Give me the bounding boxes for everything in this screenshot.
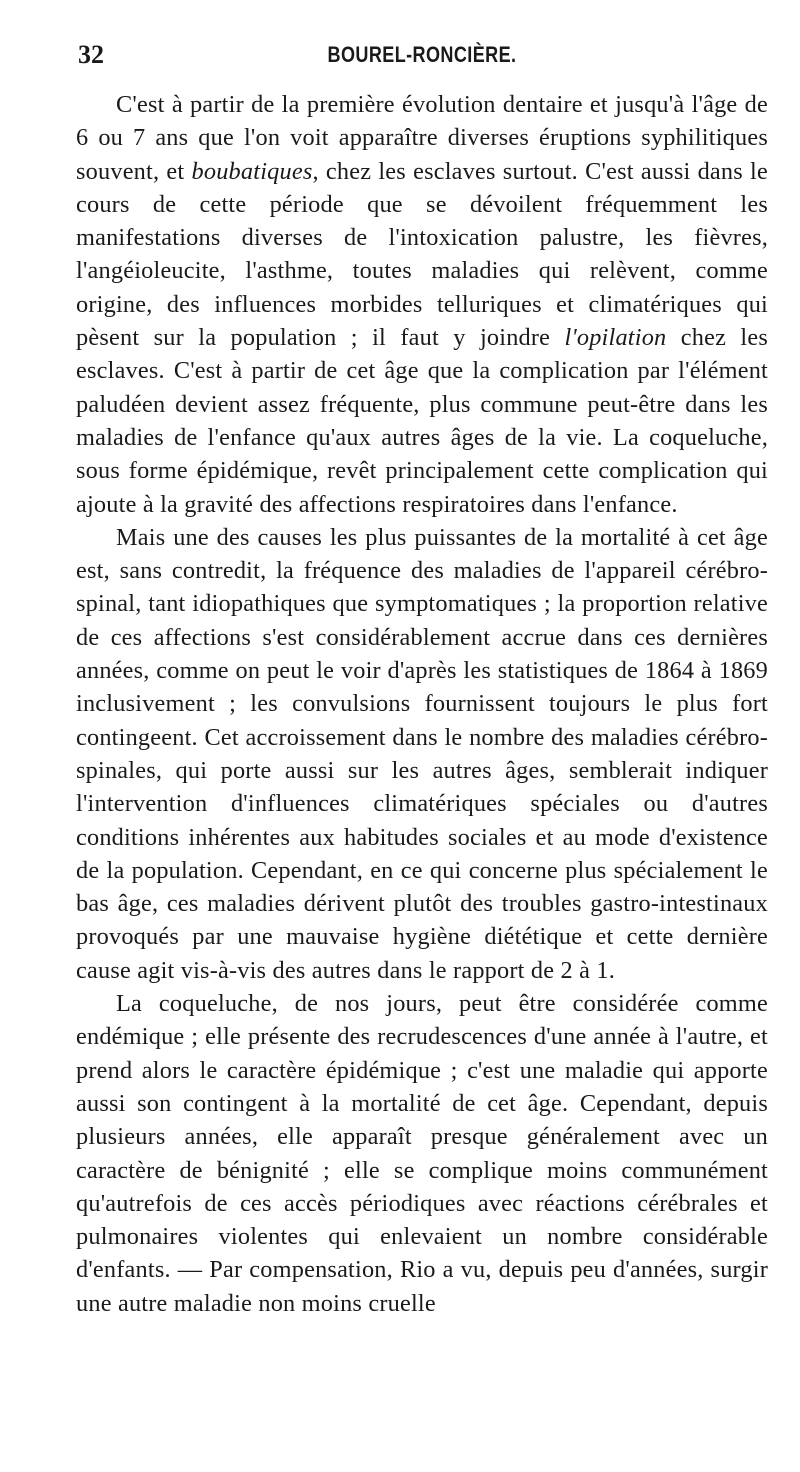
running-title: BOUREL-RONCIÈRE. xyxy=(327,42,517,67)
paragraph-3 xyxy=(76,987,768,1320)
page-header xyxy=(76,40,768,76)
text-run: chez les esclaves. C'est à partir de cet âge que la complication par l'élément paludéen devient assez fréquente, plus commune peut-être dans les maladies de l'enfance qu'aux autres âges de la vie. La coqueluche, sous forme épidémique, revêt principalement cette complication qui ajoute à la gravité des affections respiratoires dans l'enfance. xyxy=(76,324,768,518)
page-number: 32 xyxy=(78,40,104,69)
text-run: C'est à partir de la première évolution dentaire et jusqu'à l'âge de 6 ou 7 ans que l'on voit apparaître diverses éruptions syphilitiques souvent, et xyxy=(76,91,768,185)
text-run: , chez les esclaves surtout. C'est aussi dans le cours de cette période que se dévoilent fréquemment les manifestations diverses de l'intoxication palustre, les fièvres, l'angéioleucite, l'asthme, toutes maladies qui relèvent, comme origine, des influences morbides telluriques et climatériques qui pèsent sur la population ; il faut y joindre xyxy=(76,157,768,352)
italic-term: boubatiques xyxy=(191,157,313,185)
body-text xyxy=(76,88,768,1320)
paragraph-2 xyxy=(76,521,768,987)
italic-term: l'opilation xyxy=(564,324,667,352)
text-run: La coqueluche, de nos jours, peut être considérée comme endémique ; elle présente des recrudescences d'une année à l'autre, et prend alors le caractère épidémique ; c'est une maladie qui apporte aussi son contingent à la mortalité de cet âge. Cependant, depuis plusieurs années, elle apparaît presque généralement avec un caractère de bénignité ; elle se complique moins communément qu'autrefois de ces accès périodiques avec réactions cérébrales et pulmonaires violentes qui enlevaient un nombre considérable d'enfants. — Par compensation, Rio a vu, depuis peu d'années, surgir une autre maladie non moins cruelle xyxy=(76,990,768,1317)
paragraph-1 xyxy=(76,88,768,521)
text-run: Mais une des causes les plus puissantes de la mortalité à cet âge est, sans contredit, la fréquence des maladies de l'appareil cérébro-spinal, tant idiopathiques que symptomatiques ; la proportion relative de ces affections s'est considérablement accrue dans ces dernières années, comme on peut le voir d'après les statistiques de 1864 à 1869 inclusivement ; les convulsions fournissent toujours le plus fort contingeent. Cet accroissement dans le nombre des maladies cérébro-spinales, qui porte aussi sur les autres âges, semblerait indiquer l'intervention d'influences climatériques spéciales ou d'autres conditions inhérentes aux habitudes sociales et au mode d'existence de la population. Cependant, en ce qui concerne plus spécialement le bas âge, ces maladies dérivent plutôt des troubles gastro-intestinaux provoqués par une mauvaise hygiène diététique et cette dernière cause agit vis-à-vis des autres dans le rapport de 2 à 1. xyxy=(76,523,768,984)
document-page xyxy=(76,40,768,1320)
